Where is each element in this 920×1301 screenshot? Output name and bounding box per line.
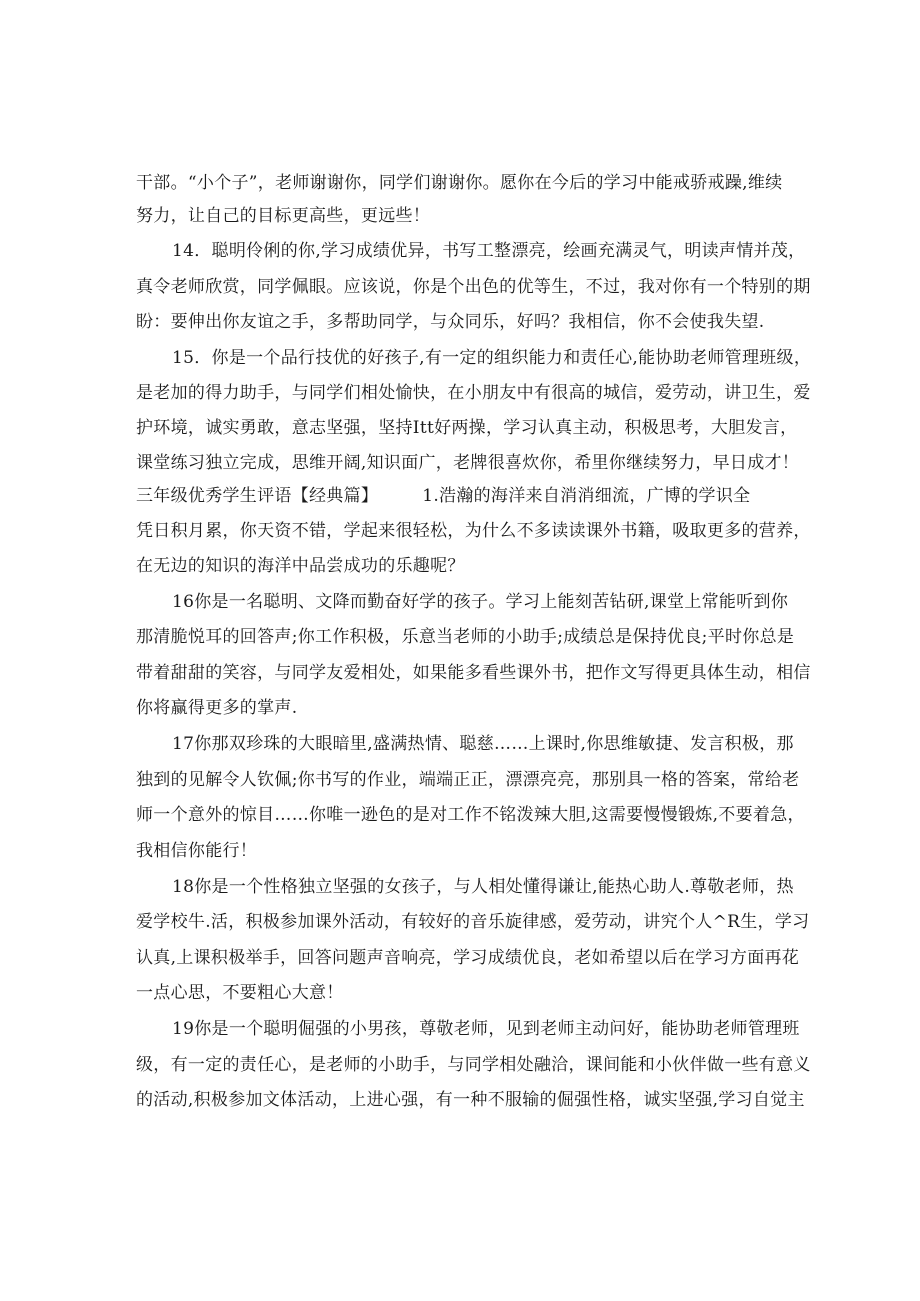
text-line: 级，有一定的责任心，是老师的小助手，与同学相处融洽，课间能和小伙伴做一些有意义 xyxy=(136,1055,811,1075)
text-line: 那清脆悦耳的回答声;你工作积极，乐意当老师的小助手;成绩总是保持优良;平时你总是 xyxy=(136,627,795,647)
text-line: 真令老师欣赏，同学佩眼。应该说，你是个出色的优等生，不过，我对你有一个特别的期 xyxy=(136,277,811,297)
text-line: 1.浩瀚的海洋来自消消细流，广博的学识全 xyxy=(422,486,751,506)
text-line: 是老加的得力助手，与同学们相处愉快，在小朋友中有很高的城信，爱劳动，讲卫生，爱 xyxy=(136,383,811,403)
text-line: 爱学校牛.活，积极参加课外活动，有较好的音乐旋律感，爱劳动，讲究个人^R生，学习 xyxy=(136,912,810,932)
text-line: 你将赢得更多的掌声. xyxy=(136,698,298,718)
text-line: 18你是一个性格独立坚强的女孩子，与人相处懂得谦让,能热心助人.尊敬老师，热 xyxy=(172,877,794,897)
text-line: 师一个意外的惊目……你唯一逊色的是对工作不铭泼辣大胆,这需要慢慢锻炼,不要着急， xyxy=(136,805,805,825)
text-line: 19你是一个聪明倔强的小男孩，尊敬老师，见到老师主动问好，能协助老师管理班 xyxy=(172,1019,800,1039)
text-line: 17你那双珍珠的大眼暗里,盛满热情、聪慈……上课时,你思维敏捷、发言积极，那 xyxy=(172,734,794,754)
text-line: 我相信你能行！ xyxy=(136,841,258,861)
text-line: 独到的见解令人钦佩;你书写的作业，端端正正，漂漂亮亮，那别具一格的答案，常给老 xyxy=(136,770,800,790)
section-heading-line xyxy=(136,486,796,506)
text-line: 在无边的知识的海洋中品尝成功的乐趣呢？ xyxy=(136,556,465,576)
text-line: 努力，让自己的目标更高些，更远些！ xyxy=(136,206,431,226)
text-line: 干部。“小个子”，老师谢谢你，同学们谢谢你。愿你在今后的学习中能戒骄戒躁,维续 xyxy=(136,173,783,193)
text-line: 一点心思，不要粗心大意！ xyxy=(136,983,344,1003)
text-line: 15．你是一个品行技优的好孩子,有一定的组织能力和责任心,能协助老师管理班级， xyxy=(172,348,812,368)
text-line: 的活动,积极参加文体活动，上进心强，有一种不服输的倔强性格，诚实坚强,学习自觉主 xyxy=(136,1090,805,1110)
text-line: 凭日积月累，你天资不错，学起来很轻松，为什么不多读读课外书籍，吸取更多的营养， xyxy=(136,521,811,541)
text-line: 认真,上课积极举手，回答问题声音响亮，学习成绩优良，老如希望以后在学习方面再花 xyxy=(136,948,800,968)
text-line: 护环境，诚实勇敢，意志坚强，坚持Itt好两操，学习认真主动，积极思考，大胆发言， xyxy=(136,418,798,438)
text-line: 课堂练习独立完成，思维开阔,知识面广，老牌很喜炊你，希里你继续努力，早日成才！ xyxy=(136,453,800,473)
section-heading: 三年级优秀学生评语【经典篇】 xyxy=(136,486,379,506)
text-line: 盼：要伸出你友谊之手，多帮助同学，与众同乐，好吗？我相信，你不会使我失望. xyxy=(136,312,765,332)
text-line: 14．聪明伶俐的你,学习成绩优异，书写工整漂亮，绘画充满灵气，明读声情并茂， xyxy=(172,241,806,261)
text-line: 16你是一名聪明、文降而勤奋好学的孩子。学习上能刻苦钻研,课堂上常能听到你 xyxy=(172,592,789,612)
text-line: 带着甜甜的笑容，与同学友爱相处，如果能多看些课外书，把作文写得更具体生动，相信 xyxy=(136,663,811,683)
